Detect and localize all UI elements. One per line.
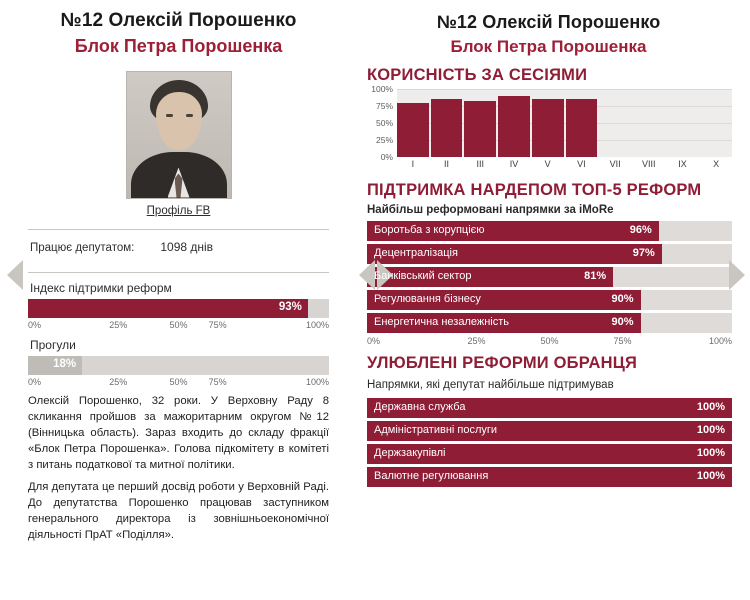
table-row [367, 467, 732, 487]
reform-value: 90% [611, 316, 634, 329]
scale-tick-100: 100% [305, 319, 330, 330]
table-row [367, 244, 732, 264]
divider-top [28, 229, 329, 230]
candidate-name: №12 Олексій Порошенко [60, 10, 297, 31]
favourite-chart-title: УЛЮБЛЕНІ РЕФОРМИ ОБРАНЦЯ [367, 354, 638, 373]
x-tick: 0% [367, 336, 381, 347]
reform-index-scale [28, 320, 329, 330]
session-tick: VII [609, 159, 621, 170]
sessions-chart-title: КОРИСНІСТЬ ЗА СЕСІЯМИ [367, 66, 588, 85]
reform-index-fill [28, 299, 308, 318]
abs-scale-tick-100: 100% [305, 376, 330, 387]
absences-track [28, 356, 329, 375]
top5-chart-subtitle: Найбільш реформовані напрямки за iMoRe [367, 204, 614, 217]
reform-value: 100% [696, 401, 725, 414]
reform-value: 100% [696, 447, 725, 460]
reform-name: Валютне регулювання [374, 470, 489, 483]
prev-candidate-arrow[interactable] [2, 258, 28, 292]
scale-tick-75: 75% [208, 319, 227, 330]
abs-scale-tick-25: 25% [109, 376, 128, 387]
session-tick: I [411, 159, 415, 170]
portrait-eye-right [186, 114, 193, 117]
reform-name: Державна служба [374, 401, 466, 414]
favourite-chart-subtitle: Напрямки, які депутат найбільше підтримував [367, 379, 614, 392]
reform-index-bar [28, 299, 329, 330]
reform-value: 100% [696, 424, 725, 437]
table-row [367, 221, 732, 241]
session-bar [431, 99, 463, 157]
absences-label: Прогули [30, 337, 76, 352]
sessions-ytick: 100% [371, 84, 393, 95]
facebook-profile-link[interactable]: Профіль FB [146, 204, 211, 217]
sessions-y-axis [367, 84, 397, 163]
abs-scale-tick-0: 0% [28, 376, 42, 387]
tenure-label: Працює депутатом: [30, 241, 135, 254]
x-tick: 75% [613, 336, 632, 347]
table-row [367, 313, 732, 333]
favourite-bar-list [367, 398, 732, 487]
sessions-x-axis [397, 159, 732, 169]
scale-tick-50: 50% [169, 319, 188, 330]
reform-index-track [28, 299, 329, 318]
top5-bar-list [367, 221, 732, 346]
session-bar [532, 99, 564, 157]
x-tick: 25% [467, 336, 486, 347]
reform-name: Адміністративні послуги [374, 424, 498, 437]
sessions-ytick: 0% [380, 152, 393, 163]
reform-value: 90% [611, 293, 634, 306]
reform-name: Енергетична незалежність [374, 316, 510, 329]
reform-name: Регулювання бізнесу [374, 293, 481, 306]
session-tick: IX [678, 159, 687, 170]
scale-tick-25: 25% [109, 319, 128, 330]
session-tick: III [476, 159, 485, 170]
reform-value: 100% [696, 470, 725, 483]
tenure-value: 1098 днів [160, 239, 214, 254]
absences-value: 18% [53, 357, 77, 370]
absences-fill [28, 356, 82, 375]
x-tick: 100% [708, 336, 732, 347]
session-tick: VI [577, 159, 586, 170]
candidate-photo-wrap [28, 71, 329, 199]
scale-tick-0: 0% [28, 319, 42, 330]
portrait-face [156, 92, 202, 150]
session-bar [566, 99, 598, 157]
sessions-ytick: 25% [375, 135, 393, 146]
reform-index-value: 93% [278, 300, 302, 313]
candidate-party: Блок Петра Порошенка [74, 35, 283, 56]
reform-name: Децентралізація [374, 247, 458, 260]
biography-paragraph: Олексій Порошенко, 32 роки. У Верховну Раду 8 скликання пройшов за мажоритарним округом №12 (Вінницька область). Зараз входить до складу фракції «Блок Петра Порошенка». Голова підкомітету в комітеті з питань податкової та митної політики. [28, 394, 329, 471]
sessions-ytick: 75% [375, 101, 393, 112]
table-row [367, 398, 732, 418]
session-tick: VIII [642, 159, 656, 170]
next-candidate-arrow[interactable] [724, 258, 750, 292]
table-row [367, 290, 732, 310]
candidate-name-right: №12 Олексій Порошенко [436, 12, 661, 32]
session-tick: II [444, 159, 450, 170]
biography-paragraph: Для депутата це перший досвід роботи у Верховній Раді. До депутатства Порошенко працював заступником генерального директора із зовнішньоекономічної діяльності ПрАТ «Поділля». [28, 480, 329, 541]
sessions-ytick: 50% [375, 118, 393, 129]
table-row [367, 444, 732, 464]
session-bar [464, 101, 496, 157]
session-tick: V [544, 159, 551, 170]
table-row [367, 267, 732, 287]
divider-mid [28, 272, 329, 273]
reform-name: Держзакупівлі [374, 447, 446, 460]
candidate-party-right: Блок Петра Порошенка [450, 36, 647, 56]
reform-value: 96% [629, 224, 652, 237]
reform-value: 97% [632, 247, 655, 260]
portrait-eye-left [166, 114, 173, 117]
reform-index-label: Індекс підтримки реформ [30, 280, 172, 295]
reform-name: Боротьба з корупцією [374, 224, 485, 237]
candidate-photo [126, 71, 232, 199]
top5-x-scale [367, 336, 732, 346]
gridline [397, 89, 732, 90]
left-panel [0, 0, 355, 600]
session-tick: IV [509, 159, 519, 170]
session-bar [397, 103, 429, 157]
absences-bar [28, 356, 329, 387]
sessions-plot-area [397, 89, 732, 157]
reform-name: Банківський сектор [374, 270, 472, 283]
x-tick: 50% [540, 336, 559, 347]
tenure-row [28, 238, 329, 260]
table-row [367, 421, 732, 441]
top5-chart-title: ПІДТРИМКА НАРДЕПОМ ТОП-5 РЕФОРМ [367, 181, 702, 200]
absences-scale [28, 377, 329, 387]
session-tick: X [713, 159, 720, 170]
biography [28, 393, 329, 543]
sessions-column-chart [367, 84, 732, 171]
right-panel [355, 0, 750, 600]
reform-value: 81% [584, 270, 607, 283]
abs-scale-tick-75: 75% [208, 376, 227, 387]
abs-scale-tick-50: 50% [169, 376, 188, 387]
session-bar [498, 96, 530, 157]
